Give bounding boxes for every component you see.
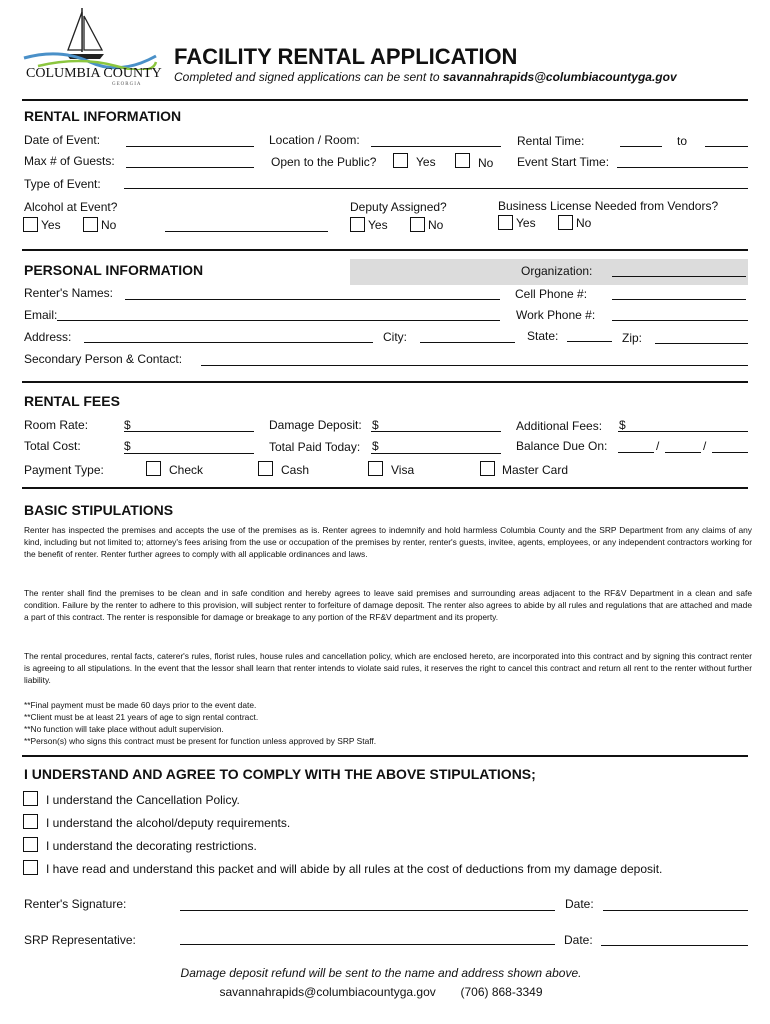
payment-master-card-label: Master Card xyxy=(502,463,569,477)
srp-rep-date-label: Date: xyxy=(564,933,593,947)
location-room-field[interactable] xyxy=(371,146,501,147)
agree-alcohol-checkbox[interactable] xyxy=(23,814,38,829)
payment-master-card-checkbox[interactable] xyxy=(480,461,495,476)
room-rate-dollar: $ xyxy=(124,418,131,432)
state-field[interactable] xyxy=(567,341,612,342)
payment-cash-checkbox[interactable] xyxy=(258,461,273,476)
alcohol-yes-label: Yes xyxy=(41,218,61,232)
max-guests-field[interactable] xyxy=(126,167,254,168)
total-cost-label: Total Cost: xyxy=(24,439,81,453)
damage-deposit-dollar: $ xyxy=(372,418,379,432)
agree-cancellation-label: I understand the Cancellation Policy. xyxy=(46,793,240,807)
page-subtitle xyxy=(174,70,677,84)
balance-due-month-field[interactable] xyxy=(618,452,654,453)
section-heading-personal-info: PERSONAL INFORMATION xyxy=(24,262,204,278)
state-label: State: xyxy=(527,329,559,343)
deputy-yes-label: Yes xyxy=(368,218,388,232)
srp-rep-date-field[interactable] xyxy=(601,945,748,946)
open-public-yes-label: Yes xyxy=(416,155,436,169)
alcohol-no-label: No xyxy=(101,218,117,232)
footer-phone: (706) 868-3349 xyxy=(460,985,543,999)
date-of-event-label: Date of Event: xyxy=(24,133,101,147)
total-paid-dollar: $ xyxy=(372,439,379,453)
room-rate-field[interactable] xyxy=(124,431,254,432)
sailboat-logo-icon xyxy=(20,4,160,70)
payment-check-label: Check xyxy=(169,463,204,477)
additional-fees-dollar: $ xyxy=(619,418,626,432)
divider xyxy=(22,755,748,757)
email-label: Email: xyxy=(24,308,58,322)
renters-signature-date-field[interactable] xyxy=(603,910,748,911)
stipulation-paragraph-2: The renter shall find the premises to be clean and in safe condition and hereby agrees to leave said premises and surrounding areas adjacent to the RF&V Department in a clean and safe condition. Failure by the renter to adhere to this provision, will subject renter to forfeiture of damage deposit. The renter also agrees to abide by all rules and regulations that are attached and made a part of this contract. The renter is responsible for damage or breakage to any portion of the RF&V department and its property. xyxy=(24,588,752,622)
business-license-yes-label: Yes xyxy=(516,216,536,230)
balance-due-label: Balance Due On: xyxy=(516,439,608,453)
agree-packet-checkbox[interactable] xyxy=(23,860,38,875)
divider xyxy=(22,99,748,101)
section-heading-stipulations: BASIC STIPULATIONS xyxy=(24,502,174,518)
stipulation-note: **No function will take place without adult supervision. xyxy=(24,724,224,734)
renters-names-field[interactable] xyxy=(125,299,500,300)
secondary-contact-field[interactable] xyxy=(201,365,748,366)
balance-due-slash: / xyxy=(656,439,660,453)
stipulation-note: **Person(s) who signs this contract must be present for function unless approved by SRP Staff. xyxy=(24,736,377,746)
section-heading-agree: I UNDERSTAND AND AGREE TO COMPLY WITH THE ABOVE STIPULATIONS; xyxy=(24,766,536,782)
total-cost-field[interactable] xyxy=(124,453,254,454)
payment-type-label: Payment Type: xyxy=(24,463,104,477)
balance-due-slash: / xyxy=(703,439,707,453)
section-heading-rental-fees: RENTAL FEES xyxy=(24,393,120,409)
open-public-yes-checkbox[interactable] xyxy=(393,153,408,168)
srp-rep-label: SRP Representative: xyxy=(24,933,136,947)
city-field[interactable] xyxy=(420,342,515,343)
organization-label: Organization: xyxy=(521,264,593,278)
agree-alcohol-label: I understand the alcohol/deputy requirements. xyxy=(46,816,291,830)
divider xyxy=(22,249,748,251)
deputy-yes-checkbox[interactable] xyxy=(350,217,365,232)
stipulation-note: **Client must be at least 21 years of age to sign rental contract. xyxy=(24,712,259,722)
renters-signature-field[interactable] xyxy=(180,910,555,911)
email-field[interactable] xyxy=(57,320,500,321)
open-public-no-label: No xyxy=(478,156,494,170)
payment-cash-label: Cash xyxy=(281,463,310,477)
payment-visa-label: Visa xyxy=(391,463,415,477)
business-license-label: Business License Needed from Vendors? xyxy=(498,199,719,213)
renters-signature-label: Renter's Signature: xyxy=(24,897,127,911)
logo-subtext: GEORGIA xyxy=(112,82,142,87)
cell-phone-field[interactable] xyxy=(612,299,746,300)
organization-field[interactable] xyxy=(612,276,746,277)
rental-time-label: Rental Time: xyxy=(517,134,585,148)
rental-time-start-field[interactable] xyxy=(620,146,662,147)
total-paid-field[interactable] xyxy=(371,453,501,454)
alcohol-no-checkbox[interactable] xyxy=(83,217,98,232)
alcohol-label: Alcohol at Event? xyxy=(24,200,118,214)
additional-fees-field[interactable] xyxy=(618,431,748,432)
agree-decorating-label: I understand the decorating restrictions. xyxy=(46,839,257,853)
total-cost-dollar: $ xyxy=(124,439,131,453)
footer-email: savannahrapids@columbiacountyga.gov xyxy=(219,985,436,999)
subtitle-text: Completed and signed applications can be sent to xyxy=(174,70,443,84)
balance-due-year-field[interactable] xyxy=(712,452,748,453)
renters-names-label: Renter's Names: xyxy=(24,286,113,300)
divider xyxy=(22,381,748,383)
srp-rep-signature-field[interactable] xyxy=(180,944,555,945)
agree-cancellation-checkbox[interactable] xyxy=(23,791,38,806)
work-phone-label: Work Phone #: xyxy=(516,308,596,322)
zip-field[interactable] xyxy=(655,343,748,344)
footer-note: Damage deposit refund will be sent to the name and address shown above. xyxy=(180,966,582,980)
section-heading-rental-info: RENTAL INFORMATION xyxy=(24,108,182,124)
stipulation-paragraph-3: The rental procedures, rental facts, caterer's rules, florist rules, house rules and cancellation policy, which are enclosed hereto, are incorporated into this contract and by signing this contract renter is agreeing to all stipulations. In the event that the lessor shall learn that renter intends to violate said rules, it reserves the right to cancel this contract and return all rent to the renter without further liability. xyxy=(24,651,752,685)
payment-check-checkbox[interactable] xyxy=(146,461,161,476)
business-license-no-label: No xyxy=(576,216,592,230)
business-license-no-checkbox[interactable] xyxy=(558,215,573,230)
location-room-label: Location / Room: xyxy=(269,133,360,147)
agree-decorating-checkbox[interactable] xyxy=(23,837,38,852)
date-of-event-field[interactable] xyxy=(126,146,254,147)
business-license-yes-checkbox[interactable] xyxy=(498,215,513,230)
cell-phone-label: Cell Phone #: xyxy=(515,287,588,301)
secondary-contact-label: Secondary Person & Contact: xyxy=(24,352,183,366)
renters-signature-date-label: Date: xyxy=(565,897,594,911)
balance-due-day-field[interactable] xyxy=(665,452,701,453)
rental-time-end-field[interactable] xyxy=(705,146,748,147)
deputy-label: Deputy Assigned? xyxy=(350,200,447,214)
page-title: FACILITY RENTAL APPLICATION xyxy=(174,44,518,69)
address-field[interactable] xyxy=(84,342,373,343)
type-of-event-field[interactable] xyxy=(124,188,748,189)
work-phone-field[interactable] xyxy=(612,320,748,321)
footer-contact xyxy=(0,985,762,999)
agree-packet-label: I have read and understand this packet and will abide by all rules at the cost of deductions from my damage deposit. xyxy=(46,862,663,876)
deputy-no-checkbox[interactable] xyxy=(410,217,425,232)
alcohol-details-field[interactable] xyxy=(165,231,328,232)
room-rate-label: Room Rate: xyxy=(24,418,89,432)
rental-time-to-label: to xyxy=(677,134,688,148)
stipulation-paragraph-1: Renter has inspected the premises and accepts the use of the premises as is. Renter agrees to indemnify and hold harmless Columbia County and the SRP Department from any claims of any kind, including but not limited to; attorney's fees arising from the use or occupation of the premises by renter, renter's guests, invitee, agents, employees, or any independent contractors working for the benefit of renter. Renter further agrees to comply with all applicable ordinances and laws. xyxy=(24,525,752,559)
divider xyxy=(22,487,748,489)
event-start-time-field[interactable] xyxy=(617,167,748,168)
additional-fees-label: Additional Fees: xyxy=(516,419,603,433)
open-public-no-checkbox[interactable] xyxy=(455,153,470,168)
total-paid-label: Total Paid Today: xyxy=(269,440,361,454)
address-label: Address: xyxy=(24,330,72,344)
damage-deposit-label: Damage Deposit: xyxy=(269,418,362,432)
payment-visa-checkbox[interactable] xyxy=(368,461,383,476)
subtitle-email: savannahrapids@columbiacountyga.gov xyxy=(442,70,677,84)
deputy-no-label: No xyxy=(428,218,444,232)
stipulation-note: **Final payment must be made 60 days prior to the event date. xyxy=(24,700,257,710)
logo xyxy=(20,4,160,90)
damage-deposit-field[interactable] xyxy=(371,431,501,432)
open-public-label: Open to the Public? xyxy=(271,155,377,169)
zip-label: Zip: xyxy=(622,331,643,345)
alcohol-yes-checkbox[interactable] xyxy=(23,217,38,232)
event-start-time-label: Event Start Time: xyxy=(517,155,610,169)
city-label: City: xyxy=(383,330,407,344)
logo-text: COLUMBIA COUNTY xyxy=(26,66,162,81)
max-guests-label: Max # of Guests: xyxy=(24,154,115,168)
type-of-event-label: Type of Event: xyxy=(24,177,101,191)
